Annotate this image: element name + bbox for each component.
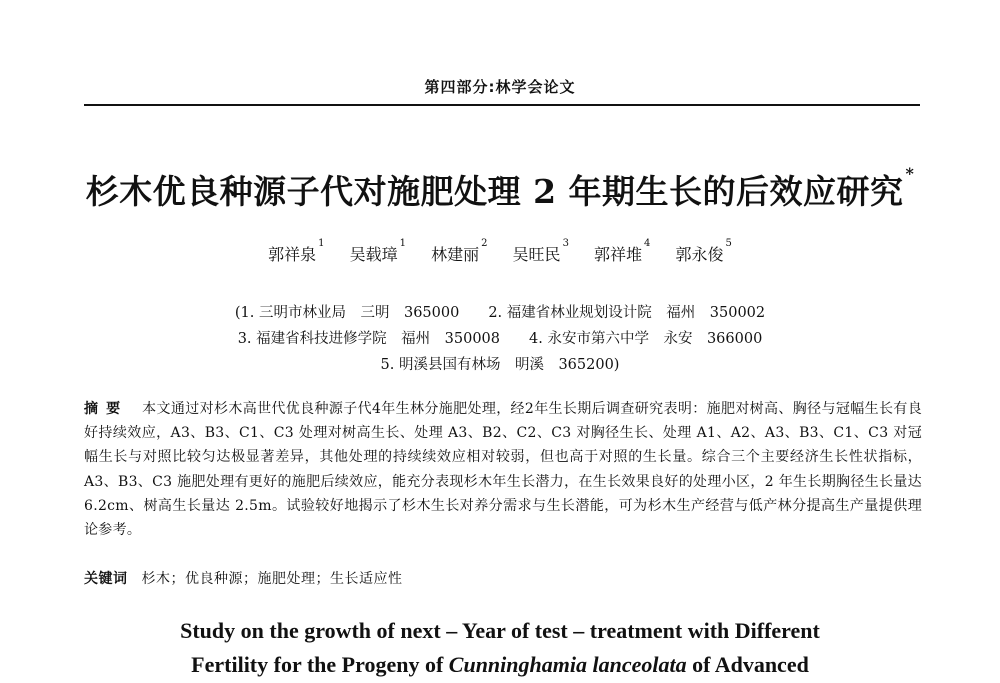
author [594, 238, 651, 265]
english-title [0, 614, 1000, 682]
english-title-line [0, 648, 1000, 682]
header-rule [84, 104, 920, 106]
author-affiliation-mark: 3 [562, 238, 569, 249]
author [431, 238, 488, 265]
author-name: 郭永俊 [675, 245, 724, 264]
english-title-text: of Advanced [686, 652, 809, 677]
keywords-text: 杉木；优良种源；施肥处理；生长适应性 [141, 571, 403, 587]
author-name: 郭祥堆 [594, 245, 643, 264]
author [512, 238, 569, 265]
author [675, 238, 732, 265]
running-header: 第四部分:林学会论文 [424, 78, 576, 96]
author-name: 吴旺民 [512, 245, 561, 264]
abstract [84, 397, 922, 542]
author-affiliation-mark: 1 [399, 238, 406, 249]
abstract-label: 摘要 [84, 401, 129, 417]
author-name: 郭祥泉 [268, 245, 317, 264]
affiliation-line: 5. 明溪县国有林场 明溪 365200) [380, 357, 620, 373]
keywords-label: 关键词 [84, 571, 128, 587]
author-list [0, 238, 1000, 265]
english-title-line: Study on the growth of next – Year of test – treatment with Different [180, 618, 820, 643]
abstract-text: 本文通过对杉木高世代优良种源子代4年生林分施肥处理，经2年生长期后调查研究表明：施肥对树高、胸径与冠幅生长有良好持续效应，A3、B3、C1、C3 处理对树高生长、处理 A3、B2、C2、C3 对胸径生长、处理 A1、A2、A3、B3、C1、C3 对冠幅生长与对照比较匀达极显著差异，其他处理的持续续效应相对较弱，但也高于对照的生长量。综合三个主要经济生长性状指标，A3、B3、C3 施肥处理有更好的施肥后续效应，能充分表现杉木年生长潜力，在生长效果良好的处理小区，2 年生长期胸径生长量达 6.2cm、树高生长量达 2.5m。试验较好地揭示了杉木生长对养分需求与生长潜能，可为杉木生产经营与低产林分提高生产量提供理论参考。 [84, 401, 923, 539]
title-footnote-mark: * [905, 164, 915, 183]
species-name: Cunninghamia lanceolata [448, 652, 687, 677]
author [349, 238, 406, 265]
keywords [84, 567, 922, 591]
affiliation-line: (1. 三明市林业局 三明 365000 2. 福建省林业规划设计院 福州 350002 [234, 305, 766, 321]
affiliations [0, 300, 1000, 378]
author-affiliation-mark: 1 [318, 238, 325, 249]
author-name: 吴载璋 [349, 245, 398, 264]
paper-title-text: 杉木优良种源子代对施肥处理 2 年期生长的后效应研究 [85, 172, 904, 211]
author [268, 238, 325, 265]
author-affiliation-mark: 2 [481, 238, 488, 249]
paper-title [0, 166, 1000, 213]
author-affiliation-mark: 4 [644, 238, 651, 249]
author-name: 林建丽 [431, 245, 480, 264]
author-affiliation-mark: 5 [725, 238, 732, 249]
affiliation-line: 3. 福建省科技进修学院 福州 350008 4. 永安市第六中学 永安 366000 [237, 331, 763, 347]
english-title-text: Fertility for the Progeny of [191, 652, 449, 677]
